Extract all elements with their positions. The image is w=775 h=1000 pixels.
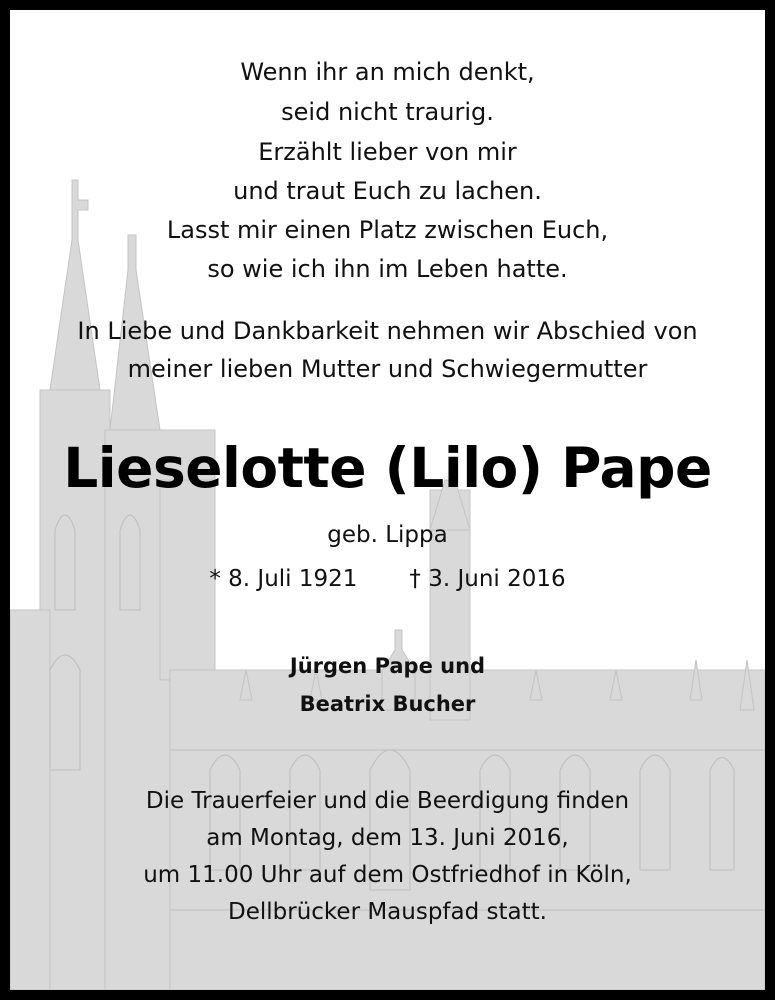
funeral-info-line: Dellbrücker Mauspfad statt. [228,899,547,925]
poem-line: und traut Euch zu lachen. [233,177,542,205]
poem-line: seid nicht traurig. [281,98,494,126]
intro-line: meiner lieben Mutter und Schwiegermutter [127,355,648,383]
death-date: † 3. Juni 2016 [409,566,566,592]
notice-content [10,10,765,990]
birth-date: * 8. Juli 1921 [209,566,358,592]
funeral-info-line: Die Trauerfeier und die Beerdigung finden [145,788,630,814]
poem-line: Erzählt lieber von mir [258,138,517,166]
poem-line: Wenn ihr an mich denkt, [240,58,535,86]
funeral-info-line: um 11.00 Uhr auf dem Ostfriedhof in Köln, [143,862,632,888]
birth-name: geb. Lippa [327,522,448,548]
mourner-line: Jürgen Pape und [289,654,486,678]
poem-line: so wie ich ihn im Leben hatte. [207,255,568,283]
intro-line: In Liebe und Dankbarkeit nehmen wir Abschied von [77,317,698,345]
poem-line: Lasst mir einen Platz zwischen Euch, [166,216,609,244]
life-dates [10,566,765,592]
deceased-name: Lieselotte (Lilo) Pape [63,436,712,500]
mourner-line: Beatrix Bucher [299,692,476,716]
funeral-info-line: am Montag, dem 13. Juni 2016, [206,825,569,851]
